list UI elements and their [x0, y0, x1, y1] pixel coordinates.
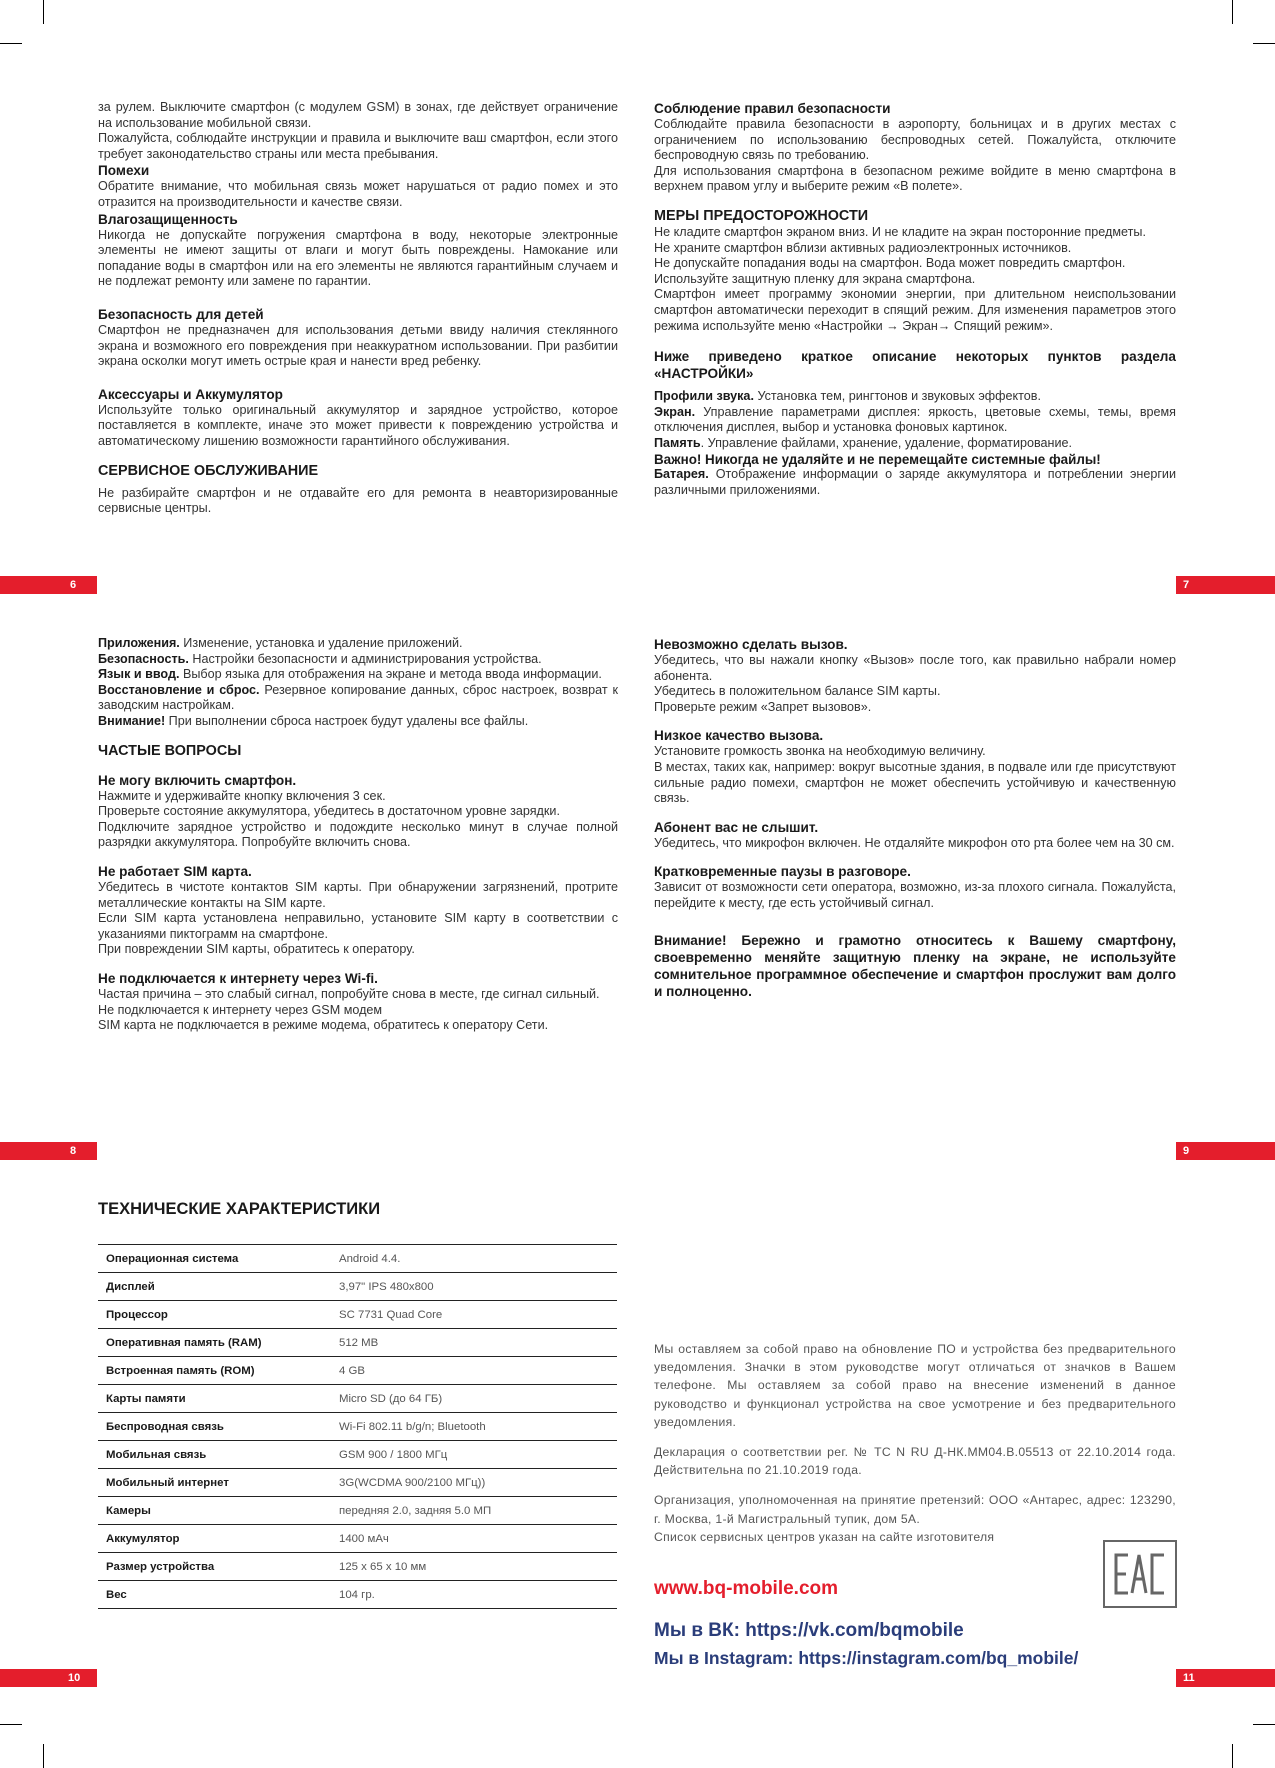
- eac-mark-icon: [1112, 1549, 1168, 1599]
- spec-value: 512 MB: [331, 1329, 617, 1357]
- settings-item: Безопасность. Настройки безопасности и администрирования устройства.: [98, 651, 542, 666]
- instagram-link[interactable]: Мы в Instagram: https://instagram.com/bq_mobile/: [654, 1648, 1079, 1668]
- spec-key: Встроенная память (ROM): [98, 1357, 331, 1385]
- spec-value: 3,97" IPS 480х800: [331, 1273, 617, 1301]
- spec-key: Камеры: [98, 1497, 331, 1525]
- section-heading: Безопасность для детей: [98, 306, 264, 322]
- legal-text: Мы оставляем за собой право на обновление ПО и устройства без предварительного уведомления. Значки в этом руководстве могут отличаться от значков в Вашем телефоне. Мы оставляем за собой право на внесение изменений в данное руководство и функционал устройства на свое усмотрение и без предварительного уведомления.: [654, 1342, 1176, 1429]
- spec-key: Мобильный интернет: [98, 1469, 331, 1497]
- spec-row: [98, 1245, 617, 1273]
- spec-value: SC 7731 Quad Core: [331, 1301, 617, 1329]
- spec-row: [98, 1469, 617, 1497]
- page-number-bar: 8: [0, 1142, 97, 1160]
- precaution-item: Не храните смартфон вблизи активных радиоэлектронных источников.: [654, 240, 1072, 255]
- faq-answer: При повреждении SIM карты, обратитесь к оператору.: [98, 942, 415, 957]
- spec-key: Карты памяти: [98, 1385, 331, 1413]
- settings-item: Профили звука. Установка тем, рингтонов и звуковых эффектов.: [654, 389, 1041, 404]
- spec-value: Micro SD (до 64 ГБ): [331, 1385, 617, 1413]
- spec-value: GSM 900 / 1800 МГц: [331, 1441, 617, 1469]
- spec-key: Размер устройства: [98, 1553, 331, 1581]
- settings-item: Память. Управление файлами, хранение, удаление, форматирование.: [654, 435, 1073, 450]
- eac-logo: [1103, 1540, 1177, 1608]
- faq-answer: Убедитесь в чистоте контактов SIM карты. При обнаружении загрязнений, протрите металлические контакты на SIM карте.: [98, 879, 618, 910]
- page-9: [654, 636, 1176, 1000]
- faq-answer: Убедитесь, что микрофон включен. Не отдаляйте микрофон ото рта более чем на 30 см.: [654, 835, 1175, 850]
- spec-key: Дисплей: [98, 1273, 331, 1301]
- page-number-bar: 9: [1176, 1142, 1275, 1160]
- faq-answer: Убедитесь в положительном балансе SIM карты.: [654, 684, 941, 699]
- spec-value: 104 гр.: [331, 1581, 617, 1609]
- spec-value: 4 GB: [331, 1357, 617, 1385]
- faq-question: Абонент вас не слышит.: [654, 819, 819, 835]
- page-6: [98, 100, 618, 517]
- legal-text: Организация, уполномоченная на принятие претензий: ООО «Антарес, адрес: 123290, г. Москва, 1-й Магистральный тупик, дом 5А. Список сервисных центров указан на сайте изготовителя: [654, 1493, 1176, 1544]
- faq-question: Не работает SIM карта.: [98, 863, 252, 879]
- faq-question: Низкое качество вызова.: [654, 728, 824, 744]
- settings-item: Приложения. Изменение, установка и удаление приложений.: [98, 636, 463, 650]
- section-text: Используйте только оригинальный аккумулятор и зарядное устройство, которое поставляется в комплекте, иначе это может привести к повреждению устройства и автоматическому лишению возможности гарантийного обслуживания.: [98, 402, 618, 448]
- spec-row: [98, 1553, 617, 1581]
- crop-mark: [0, 1724, 22, 1725]
- section-heading: ЧАСТЫЕ ВОПРОСЫ: [98, 742, 242, 759]
- intro-text: Пожалуйста, соблюдайте инструкции и правила и выключите ваш смартфон, если этого требует законодательство страны или места пребывания.: [98, 131, 618, 161]
- spec-key: Операционная система: [98, 1245, 331, 1273]
- spec-row: [98, 1581, 617, 1609]
- spec-row: [98, 1357, 617, 1385]
- faq-answer: Подключите зарядное устройство и подождите несколько минут в случае полной разрядки аккумулятора. Попробуйте включить снова.: [98, 819, 618, 850]
- crop-mark: [1232, 0, 1233, 24]
- crop-mark: [43, 1744, 44, 1768]
- crop-mark: [43, 0, 44, 24]
- precaution-item: Используйте защитную пленку для экрана смартфона.: [654, 271, 976, 286]
- crop-mark: [1232, 1744, 1233, 1768]
- faq-answer: Зависит от возможности сети оператора, возможно, из-за плохого сигнала. Пожалуйста, перейдите к месту, где есть устойчивый сигнал.: [654, 880, 1176, 910]
- section-text: Для использования смартфона в безопасном режиме войдите в меню смартфона в верхнем правом углу и выберите режим «В полете».: [654, 163, 1176, 194]
- precaution-item: Смартфон имеет программу экономии энергии, при длительном неиспользовании смартфон автоматически переходит в спящий режим. Для изменения параметров этого режима используйте меню «Настройки → Экран→ Спящий режим».: [654, 287, 1176, 333]
- spec-key: Вес: [98, 1581, 331, 1609]
- section-heading: Аксессуары и Аккумулятор: [98, 386, 283, 402]
- faq-answer: Проверьте состояние аккумулятора, убедитесь в достаточном уровне зарядки.: [98, 804, 560, 819]
- final-note: Внимание! Бережно и грамотно относитесь к Вашему смартфону, своевременно меняйте защитную пленку на экране, не используйте сомнительное программное обеспечение и смартфон прослужит вам долго и полноценно.: [654, 932, 1176, 999]
- section-heading: МЕРЫ ПРЕДОСТОРОЖНОСТИ: [654, 207, 869, 224]
- spec-row: [98, 1301, 617, 1329]
- spec-row: [98, 1385, 617, 1413]
- spec-table: [98, 1244, 617, 1609]
- settings-item: Экран. Управление параметрами дисплея: яркость, цветовые схемы, темы, время отключения дисплея, выбор и установка фоновых картинок.: [654, 404, 1176, 435]
- vk-link[interactable]: Мы в ВК: https://vk.com/bqmobile: [654, 1620, 964, 1641]
- spec-value: 1400 мАч: [331, 1525, 617, 1553]
- section-text: Обратите внимание, что мобильная связь может нарушаться от радио помех и это отразится на производительности и качестве связи.: [98, 179, 618, 209]
- crop-mark: [0, 43, 22, 44]
- faq-answer: В местах, таких как, например: вокруг высотные здания, в подвале или где присутствуют сильные радио помехи, смартфон не может обеспечить устойчивую и качественную связь.: [654, 759, 1176, 806]
- intro-text: за рулем. Выключите смартфон (с модулем GSM) в зонах, где действует ограничение на использование мобильной связи.: [98, 100, 618, 130]
- spec-key: Мобильная связь: [98, 1441, 331, 1469]
- faq-question: Невозможно сделать вызов.: [654, 637, 848, 652]
- spec-value: 3G(WCDMA 900/2100 МГц)): [331, 1469, 617, 1497]
- section-text: Не разбирайте смартфон и не отдавайте его для ремонта в неавторизированные сервисные центры.: [98, 485, 618, 516]
- page-8: [98, 636, 618, 1034]
- spec-row: [98, 1441, 617, 1469]
- precaution-item: Не допускайте попадания воды на смартфон. Вода может повредить смартфон.: [654, 256, 1126, 271]
- important-note: Важно! Никогда не удаляйте и не перемещайте системные файлы!: [654, 451, 1101, 467]
- spec-key: Аккумулятор: [98, 1525, 331, 1553]
- spec-value: передняя 2.0, задняя 5.0 МП: [331, 1497, 617, 1525]
- spec-value: 125 x 65 x 10 мм: [331, 1553, 617, 1581]
- spec-row: [98, 1329, 617, 1357]
- spec-row: [98, 1497, 617, 1525]
- faq-answer: Частая причина – это слабый сигнал, попробуйте снова в месте, где сигнал сильный.: [98, 986, 600, 1001]
- faq-question: Не могу включить смартфон.: [98, 772, 297, 788]
- section-text: Никогда не допускайте погружения смартфона в воду, некоторые электронные элементы не имеют защиты от влаги и могут быть повреждены. Намокание или попадание воды в смартфон или на его элементы не являются гарантийным случаем и не подлежат ремонту или замене по гарантии.: [98, 227, 618, 289]
- page-number-bar: 7: [1176, 576, 1275, 594]
- faq-answer: Установите громкость звонка на необходимую величину.: [654, 744, 986, 759]
- faq-answer: SIM карта не подключается в режиме модема, обратитесь к оператору Сети.: [98, 1018, 549, 1033]
- settings-item: Восстановление и сброс. Резервное копирование данных, сброс настроек, возврат к заводским настройкам.: [98, 682, 618, 713]
- faq-answer: Проверьте режим «Запрет вызовов».: [654, 699, 872, 714]
- spec-key: Беспроводная связь: [98, 1413, 331, 1441]
- spec-value: Android 4.4.: [331, 1245, 617, 1273]
- spec-row: [98, 1525, 617, 1553]
- faq-answer: Убедитесь, что вы нажали кнопку «Вызов» после того, как правильно набрали номер абонента.: [654, 653, 1176, 683]
- spec-value: Wi-Fi 802.11 b/g/n; Bluetooth: [331, 1413, 617, 1441]
- settings-item: Язык и ввод. Выбор языка для отображения на экране и метода ввода информации.: [98, 667, 602, 682]
- spec-key: Процессор: [98, 1301, 331, 1329]
- spec-key: Оперативная память (RAM): [98, 1329, 331, 1357]
- section-text: Соблюдайте правила безопасности в аэропорту, больницах и в других местах с ограничением по использованию беспроводных сетей. Пожалуйста, отключите беспроводную связь по требованию.: [654, 117, 1176, 163]
- legal-text: Декларация о соответствии рег. № ТС N RU Д-НК.ММ04.В.05513 от 22.10.2014 года. Действительна по 21.10.2019 года.: [654, 1445, 1176, 1478]
- faq-question: Не подключается к интернету через Wi-fi.: [98, 970, 378, 986]
- legal-notes: [654, 1340, 1176, 1546]
- page-number-bar: 11: [1176, 1669, 1275, 1687]
- faq-answer: Нажмите и удерживайте кнопку включения 3 сек.: [98, 788, 386, 803]
- section-heading: Влагозащищенность: [98, 211, 238, 227]
- settings-item: Внимание! При выполнении сброса настроек будут удалены все файлы.: [98, 713, 529, 728]
- settings-item: Батарея. Отображение информации о заряде аккумулятора и потреблении энергии различными приложениями.: [654, 467, 1176, 497]
- section-heading: Помехи: [98, 163, 150, 179]
- spec-row: [98, 1273, 617, 1301]
- settings-intro: Ниже приведено краткое описание некоторых пунктов раздела «НАСТРОЙКИ»: [654, 349, 1176, 382]
- precaution-item: Не кладите смартфон экраном вниз. И не кладите на экран посторонние предметы.: [654, 224, 1146, 239]
- spec-title: ТЕХНИЧЕСКИЕ ХАРАКТЕРИСТИКИ: [98, 1200, 381, 1218]
- page-number-bar: 10: [0, 1669, 97, 1687]
- page-number-bar: 6: [0, 576, 97, 594]
- spec-row: [98, 1413, 617, 1441]
- website-link[interactable]: www.bq-mobile.com: [654, 1578, 839, 1599]
- page-7: [654, 100, 1176, 498]
- section-heading: Соблюдение правил безопасности: [654, 101, 891, 116]
- section-heading: СЕРВИСНОЕ ОБСЛУЖИВАНИЕ: [98, 462, 319, 479]
- crop-mark: [1253, 1724, 1275, 1725]
- crop-mark: [1253, 43, 1275, 44]
- faq-answer: Если SIM карта установлена неправильно, установите SIM карту в соответствии с указаниями пиктограмм на смартфоне.: [98, 911, 618, 941]
- faq-question: Кратковременные паузы в разговоре.: [654, 864, 911, 880]
- faq-answer: Не подключается к интернету через GSM модем: [98, 1002, 383, 1017]
- section-text: Смартфон не предназначен для использования детьми ввиду наличия стеклянного экрана и возможного его повреждения при неаккуратном использовании. При разбитии экрана осколки могут иметь острые края и нанести вред ребенку.: [98, 322, 618, 369]
